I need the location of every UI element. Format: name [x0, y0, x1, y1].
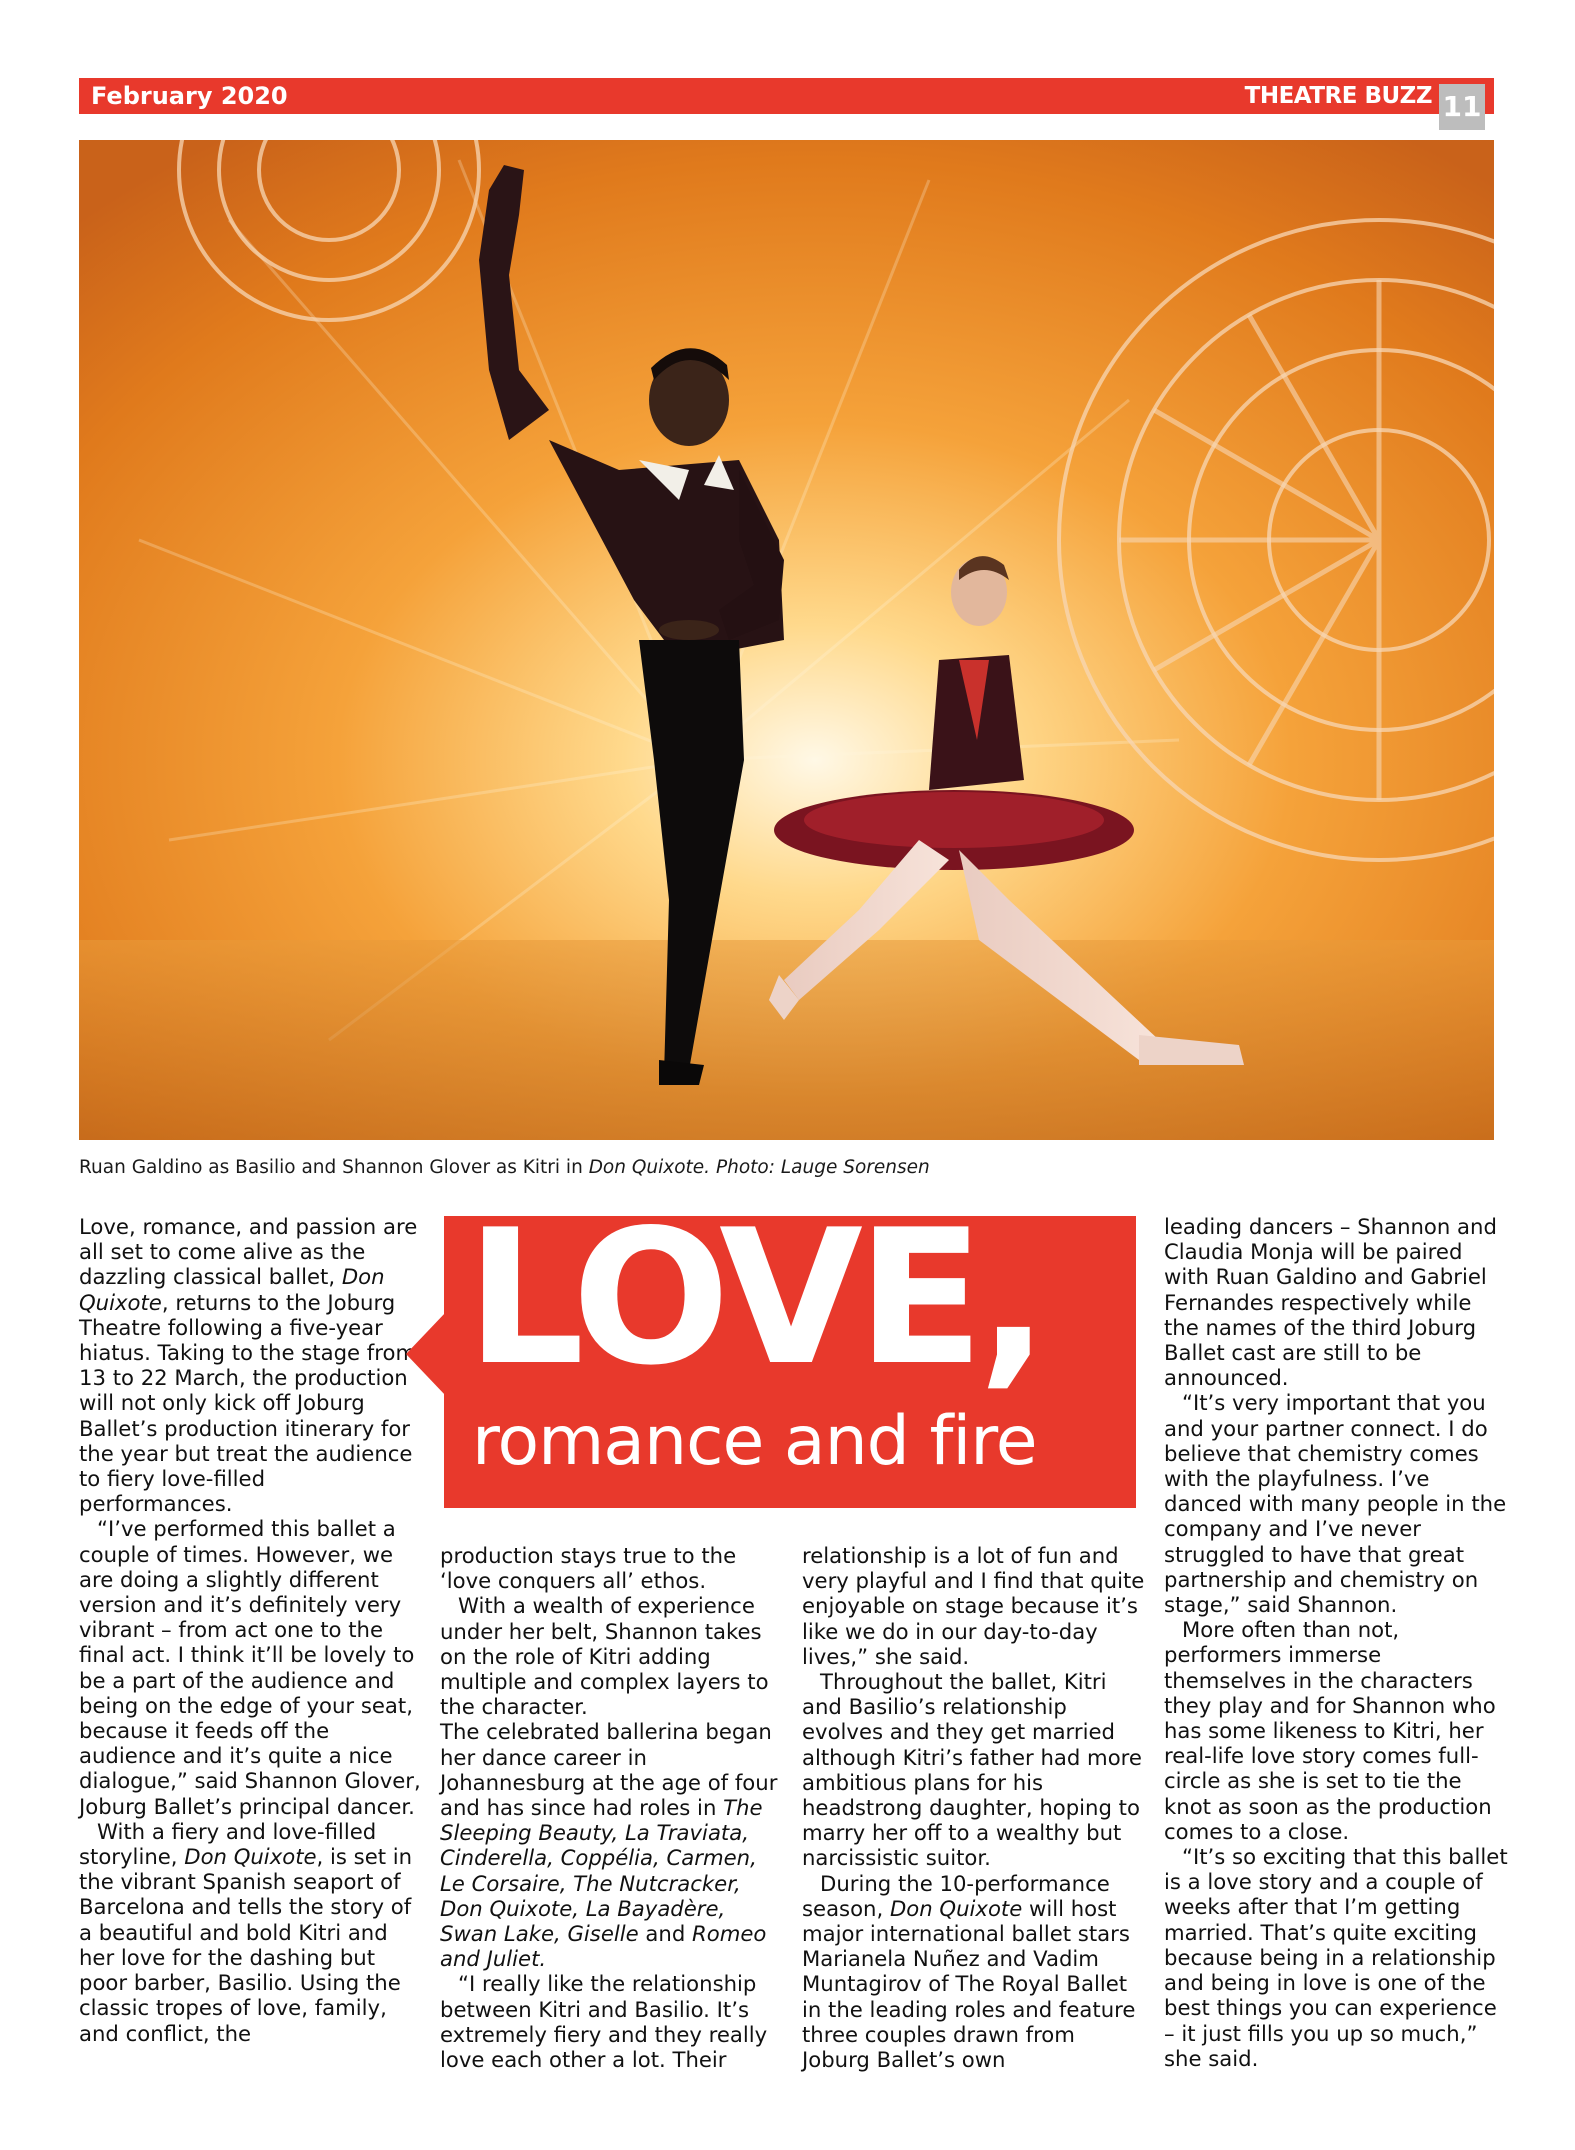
article-column-3: [802, 1543, 1147, 2072]
paragraph-text: production stays true to the ‘love conquers all’ ethos.: [440, 1543, 737, 1594]
article-column-2: [440, 1543, 785, 2072]
article-paragraph: [1164, 1214, 1509, 1390]
article-paragraph: [440, 1971, 785, 2072]
paragraph-text: will host major international ballet stars Marianela Nuñez and Vadim Muntagirov of The Royal Ballet in the leading roles and feature three couples drawn from Joburg Ballet’s own: [802, 1895, 1136, 2073]
article-paragraph: [440, 1719, 785, 1971]
paragraph-text: “I’ve performed this ballet a couple of times. However, we are doing a slightly different version and it’s definitely very vibrant – from act one to the final act. I think it’ll be lovely to be a part of the audience and being on the edge of your seat, because it feeds off the audience and it’s quite a nice dialogue,” said Shannon Glover, Joburg Ballet’s principal dancer.: [79, 1516, 421, 1819]
article-paragraph: [440, 1543, 785, 1593]
headline-banner: [444, 1189, 1136, 1508]
page-header-bar: [79, 78, 1494, 114]
headline-subtitle: romance and fire: [472, 1402, 1037, 1481]
article-paragraph: [79, 1516, 424, 1818]
issue-date: February 2020: [91, 82, 288, 110]
caption-italic-text: Don Quixote. Photo: Lauge Sorensen: [588, 1157, 930, 1178]
paragraph-text: More often than not, performers immerse themselves in the characters they play and for Shannon who has some likeness to Kitri, her real-life love story comes full-circle as she is set to tie the knot as soon as the production comes to a close.: [1164, 1617, 1496, 1844]
article-paragraph: [1164, 1617, 1509, 1844]
italic-title-text: Romeo and Juliet.: [440, 1921, 767, 1972]
article-paragraph: [440, 1593, 785, 1719]
paragraph-text: Throughout the ballet, Kitri and Basilio’s relationship evolves and they get married although Kitri’s father had more ambitious plans for his headstrong daughter, hoping to marry her off to a wealthy but narcissistic suitor.: [802, 1669, 1142, 1871]
article-paragraph: [802, 1543, 1147, 1669]
italic-title-text: The Sleeping Beauty, La Traviata, Cinderella, Coppélia, Carmen, Le Corsaire, The Nutcracker, Don Quixote, La Bayadère, Swan Lake, Giselle: [440, 1795, 763, 1947]
article-paragraph: [1164, 1390, 1509, 1617]
headline-main: LOVE,: [466, 1189, 1043, 1406]
caption-text: Ruan Galdino as Basilio and Shannon Glover as Kitri in: [79, 1157, 589, 1178]
paragraph-text: , is set in the vibrant Spanish seaport of Barcelona and tells the story of a beautiful and bold Kitri and her love for the dashing but poor barber, Basilio. Using the classic tropes of love, family, and conflict, the: [79, 1844, 413, 2046]
paragraph-text: “It’s very important that you and your partner connect. I do believe that chemistry comes with the playfulness. I’ve danced with many people in the company and I’ve never struggled to have that great partnership and chemistry on stage,” said Shannon.: [1164, 1390, 1507, 1618]
paragraph-text: “It’s so exciting that this ballet is a love story and a couple of weeks after that I’m getting married. That’s quite exciting because being in a relationship and being in love is one of the best things you can experience – it just fills you up so much,” she said.: [1164, 1844, 1508, 2071]
article-paragraph: [79, 1819, 424, 2046]
section-title: THEATRE BUZZ: [1244, 83, 1432, 109]
paragraph-text: relationship is a lot of fun and very playful and I find that quite enjoyable on stage because it’s like we do in our day-to-day lives,” she said.: [802, 1543, 1145, 1669]
paragraph-text: Love, romance, and passion are all set to come alive as the dazzling classical ballet,: [79, 1214, 418, 1290]
italic-title-text: Don Quixote: [79, 1264, 385, 1315]
paragraph-text: , returns to the Joburg Theatre following a five-year hiatus. Taking to the stage from 13 to 22 March, the production will not only kick off Joburg Ballet’s production itinerary for the year but treat the audience to fiery love-filled performances.: [79, 1289, 417, 1517]
dancers-photo: [79, 140, 1494, 1140]
article-column-1: [79, 1214, 424, 2046]
paragraph-text: “I really like the relationship between Kitri and Basilio. It’s extremely fiery and they really love each other a lot. Their: [440, 1971, 768, 2073]
paragraph-text: leading dancers – Shannon and Claudia Monja will be paired with Ruan Galdino and Gabriel Fernandes respectively while the names of the third Joburg Ballet cast are still to be announced.: [1164, 1214, 1497, 1391]
paragraph-text: With a wealth of experience under her belt, Shannon takes on the role of Kitri adding multiple and complex layers to the character.: [440, 1593, 769, 1720]
article-paragraph: [802, 1669, 1147, 1871]
photo-caption: [79, 1156, 930, 1180]
article-column-4: [1164, 1214, 1509, 2071]
page-number: 11: [1439, 84, 1485, 130]
headline-arrow: [406, 1312, 446, 1396]
italic-title-text: Don Quixote: [184, 1844, 317, 1870]
paragraph-text: With a fiery and love-filled storyline,: [79, 1818, 377, 1870]
italic-title-text: Don Quixote: [889, 1895, 1023, 1921]
paragraph-text: The celebrated ballerina began her dance career in Johannesburg at the age of four and has since had roles in: [440, 1719, 778, 1821]
paragraph-text: During the 10-performance season,: [802, 1870, 1110, 1921]
article-paragraph: [802, 1871, 1147, 2073]
article-paragraph: [79, 1214, 424, 1516]
article-paragraph: [1164, 1844, 1509, 2071]
paragraph-text: and: [638, 1921, 693, 1947]
